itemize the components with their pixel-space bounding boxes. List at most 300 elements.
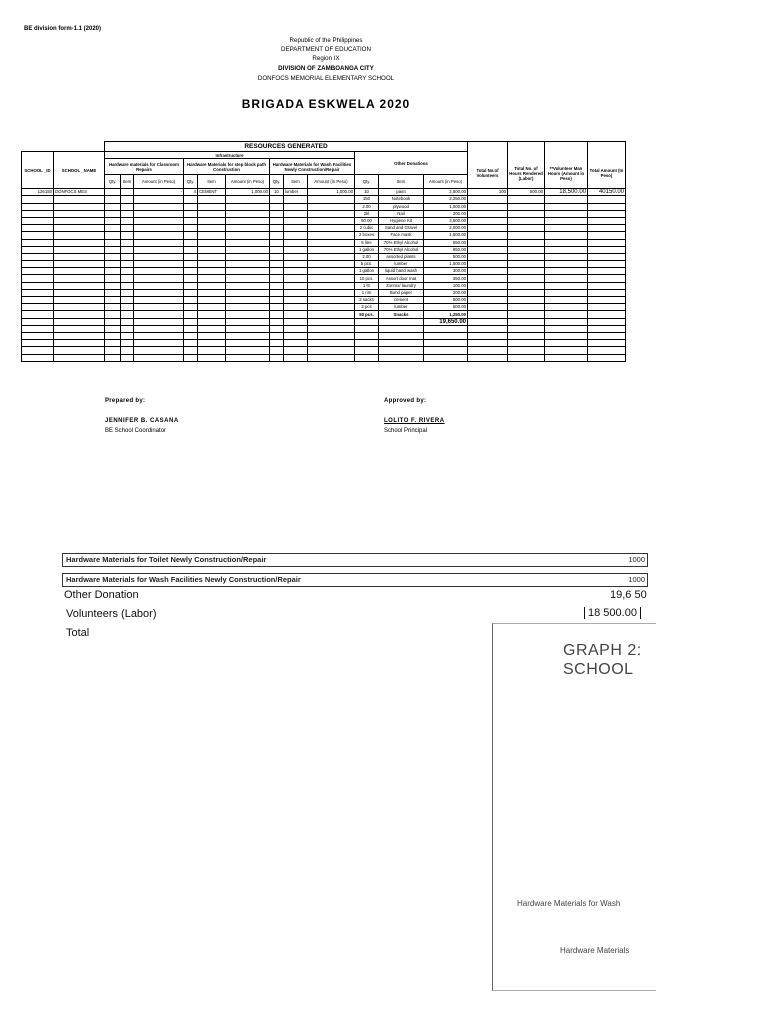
table-cell (184, 311, 198, 318)
wash-qty-cell: 10 (270, 189, 284, 196)
table-cell (198, 289, 226, 296)
page-title: BRIGADA ESKWELA 2020 (241, 97, 411, 111)
donation-item-cell: assorted plants (379, 253, 424, 260)
table-cell (105, 318, 121, 325)
table-cell (588, 340, 626, 347)
table-cell (121, 253, 134, 260)
other-donations-header: Other Donations (355, 152, 468, 175)
table-cell (198, 311, 226, 318)
table-cell (121, 289, 134, 296)
table-cell (54, 289, 105, 296)
table-cell (508, 325, 545, 332)
table-cell (379, 325, 424, 332)
table-cell (588, 332, 626, 339)
prepared-by-name: JENNIFER B. CASANA (105, 418, 179, 424)
table-cell (121, 246, 134, 253)
header-line-school: DONFOCS MEMORIAL ELEMENTARY SCHOOL (257, 75, 395, 82)
table-cell (270, 289, 284, 296)
header-line-republic: Republic of the Philippines (289, 37, 363, 44)
table-cell (121, 232, 134, 239)
hw-step-block-header: Hardware Materials for step block path Construction (184, 159, 270, 175)
table-cell (284, 347, 308, 354)
table-cell (105, 189, 121, 196)
donation-item-cell: Bond paper (379, 289, 424, 296)
table-cell (270, 217, 284, 224)
table-cell (184, 261, 198, 268)
table-cell (54, 246, 105, 253)
donation-amount-cell: 500.00 (424, 297, 468, 304)
table-cell (545, 318, 588, 325)
table-cell (468, 210, 508, 217)
table-cell (226, 268, 270, 275)
donation-qty-cell: 2kl (355, 210, 379, 217)
table-cell (308, 203, 355, 210)
header-line-region: Region IX (312, 55, 340, 62)
donation-item-cell: Face mask (379, 232, 424, 239)
table-cell (54, 225, 105, 232)
table-cell (105, 225, 121, 232)
table-cell (22, 253, 54, 260)
donation-amount-cell: 1,000.00 (424, 203, 468, 210)
table-cell (308, 311, 355, 318)
donation-qty-cell: 150 (355, 196, 379, 203)
table-cell (121, 210, 134, 217)
table-cell (545, 203, 588, 210)
table-cell (468, 246, 508, 253)
table-cell (468, 311, 508, 318)
table-cell (22, 318, 54, 325)
table-cell (545, 354, 588, 361)
table-cell (105, 196, 121, 203)
table-cell (198, 318, 226, 325)
table-row (22, 332, 626, 339)
sub-qty: Qty. (105, 175, 121, 189)
donation-item-cell: lumber (379, 261, 424, 268)
table-cell (184, 282, 198, 289)
table-cell (184, 210, 198, 217)
table-cell (355, 340, 379, 347)
table-cell (270, 282, 284, 289)
table-cell (284, 253, 308, 260)
table-cell (184, 297, 198, 304)
table-cell (121, 239, 134, 246)
donation-qty-cell: 2 sacks (355, 297, 379, 304)
table-cell (508, 239, 545, 246)
table-cell (198, 196, 226, 203)
table-row (22, 203, 626, 210)
table-cell (270, 304, 284, 311)
donation-item-cell: cement (379, 297, 424, 304)
donation-amount-cell: 650.00 (424, 239, 468, 246)
table-cell (588, 268, 626, 275)
table-cell (545, 261, 588, 268)
table-cell (588, 275, 626, 282)
table-cell (545, 325, 588, 332)
table-cell (226, 225, 270, 232)
table-cell (226, 203, 270, 210)
volunteers-label: Volunteers (Labor) (66, 608, 157, 620)
table-cell (508, 268, 545, 275)
table-cell (545, 297, 588, 304)
table-cell (105, 232, 121, 239)
table-cell (184, 203, 198, 210)
table-cell (588, 354, 626, 361)
table-cell (22, 354, 54, 361)
donation-amount-cell: 2,500.00 (424, 189, 468, 196)
table-cell (184, 340, 198, 347)
donation-qty-cell: 2 pcs (355, 304, 379, 311)
table-cell (121, 347, 134, 354)
table-cell (105, 332, 121, 339)
table-cell (379, 318, 424, 325)
table-cell (588, 196, 626, 203)
donation-amount-cell: 3,500.00 (424, 217, 468, 224)
table-cell (308, 304, 355, 311)
table-cell (270, 196, 284, 203)
donation-amount-cell: 100.00 (424, 282, 468, 289)
summary-bar-toilet-label: Hardware Materials for Toilet Newly Construction/Repair (66, 555, 267, 564)
donation-amount-cell: 200.00 (424, 210, 468, 217)
table-row (22, 347, 626, 354)
table-cell (508, 210, 545, 217)
table-cell (105, 239, 121, 246)
donation-qty-cell: 1 ltr (355, 282, 379, 289)
table-row (22, 297, 626, 304)
donation-amount-cell: 2,000.00 (424, 225, 468, 232)
table-cell (468, 318, 508, 325)
donation-item-cell: Notebook (379, 196, 424, 203)
hw-wash-header: Hardware Materials for Wash Facilities Newly Construction/Repair (270, 159, 355, 175)
table-cell (198, 203, 226, 210)
resources-table (21, 141, 626, 362)
table-cell (134, 203, 184, 210)
table-cell (270, 225, 284, 232)
table-cell (22, 304, 54, 311)
table-cell (121, 225, 134, 232)
hours-cell: 500.00 (508, 189, 545, 196)
table-cell (134, 304, 184, 311)
table-cell (270, 275, 284, 282)
table-cell (588, 246, 626, 253)
table-cell (198, 246, 226, 253)
table-row (22, 304, 626, 311)
table-cell (184, 318, 198, 325)
table-cell (105, 217, 121, 224)
table-row (22, 239, 626, 246)
sub-qty: Qty. (184, 175, 198, 189)
table-cell (105, 261, 121, 268)
table-cell (545, 232, 588, 239)
table-cell (284, 297, 308, 304)
table-cell (284, 275, 308, 282)
table-cell (545, 239, 588, 246)
table-cell (308, 253, 355, 260)
other-donation-label: Other Donation (64, 589, 139, 601)
table-cell (22, 297, 54, 304)
table-cell (284, 261, 308, 268)
table-cell (184, 239, 198, 246)
table-cell (226, 311, 270, 318)
table-cell (54, 340, 105, 347)
table-cell (22, 311, 54, 318)
summary-bar-wash (62, 573, 648, 587)
table-cell (545, 210, 588, 217)
table-cell (105, 347, 121, 354)
table-cell (588, 297, 626, 304)
donation-item-cell: 70% Ethyl Alcohol (379, 239, 424, 246)
table-cell (270, 261, 284, 268)
table-cell (22, 217, 54, 224)
table-cell (424, 325, 468, 332)
donation-qty-cell: 5 pcs. (355, 261, 379, 268)
donation-qty-cell: 2.00 (355, 253, 379, 260)
table-cell (54, 347, 105, 354)
table-cell (184, 275, 198, 282)
table-cell (468, 282, 508, 289)
table-cell (105, 275, 121, 282)
table-cell (22, 232, 54, 239)
table-cell (198, 304, 226, 311)
table-cell (308, 297, 355, 304)
table-cell (198, 268, 226, 275)
table-cell (588, 318, 626, 325)
table-cell (284, 196, 308, 203)
table-cell (54, 203, 105, 210)
table-cell (134, 282, 184, 289)
table-cell (588, 311, 626, 318)
table-cell (134, 210, 184, 217)
table-cell (308, 210, 355, 217)
table-cell (508, 225, 545, 232)
table-row (22, 354, 626, 361)
table-cell (54, 311, 105, 318)
total-amount-header: Total Amount (In Peso) (588, 159, 626, 189)
table-cell (508, 217, 545, 224)
table-cell (184, 304, 198, 311)
table-cell (468, 354, 508, 361)
table-cell (270, 253, 284, 260)
header-line-division (0, 65, 652, 73)
table-cell (226, 289, 270, 296)
table-cell (468, 275, 508, 282)
table-cell (508, 347, 545, 354)
table-cell (508, 275, 545, 282)
table-cell (508, 282, 545, 289)
donation-qty-cell: 2 cubic (355, 225, 379, 232)
table-cell (424, 340, 468, 347)
table-cell (121, 297, 134, 304)
table-cell (226, 261, 270, 268)
table-cell (508, 261, 545, 268)
wash-amount-cell: 1,000.00 (308, 189, 355, 196)
table-row (22, 217, 626, 224)
table-cell (284, 325, 308, 332)
table-row (22, 196, 626, 203)
table-cell (226, 253, 270, 260)
table-cell (226, 275, 270, 282)
sub-qty: Qty. (355, 175, 379, 189)
step-item-cell: CEMENT (198, 189, 226, 196)
table-cell (588, 203, 626, 210)
table-cell (54, 210, 105, 217)
table-cell (588, 239, 626, 246)
table-cell (284, 225, 308, 232)
table-cell (270, 318, 284, 325)
table-cell (284, 332, 308, 339)
table-cell (121, 311, 134, 318)
table-row (22, 275, 626, 282)
table-cell (198, 297, 226, 304)
table-cell (226, 347, 270, 354)
table-cell (284, 354, 308, 361)
table-cell (270, 332, 284, 339)
table-cell (121, 282, 134, 289)
donation-amount-cell: 850.00 (424, 246, 468, 253)
table-cell (270, 347, 284, 354)
table-cell (545, 289, 588, 296)
table-row (22, 225, 626, 232)
table-row (22, 246, 626, 253)
graph-label-hardware: Hardware Materials (560, 946, 630, 955)
table-cell (379, 332, 424, 339)
table-row (22, 232, 626, 239)
donation-qty-cell: 1 gallon (355, 246, 379, 253)
table-cell (134, 225, 184, 232)
table-cell (134, 332, 184, 339)
table-cell (308, 289, 355, 296)
table-cell (134, 268, 184, 275)
table-cell (226, 297, 270, 304)
table-cell (184, 196, 198, 203)
school-name-header: SCHOOL _NAME (54, 152, 105, 189)
table-cell (54, 253, 105, 260)
table-cell (22, 246, 54, 253)
donation-item-cell: liquid hand wash (379, 268, 424, 275)
table-cell (424, 347, 468, 354)
school-id-cell: 126150 (22, 189, 54, 196)
table-cell (588, 282, 626, 289)
table-row (22, 268, 626, 275)
table-cell (284, 289, 308, 296)
table-cell (121, 325, 134, 332)
table-cell (134, 354, 184, 361)
table-cell (468, 232, 508, 239)
graph-title-line1: GRAPH 2: (563, 642, 642, 659)
table-cell (468, 196, 508, 203)
table-cell (308, 318, 355, 325)
table-cell (226, 210, 270, 217)
approved-by-name: LOLITO F. RIVERA (384, 418, 445, 424)
table-cell (545, 268, 588, 275)
table-cell (54, 297, 105, 304)
table-cell (105, 246, 121, 253)
volunteers-value: 18 500.00 (584, 607, 641, 619)
table-cell (54, 268, 105, 275)
table-cell (134, 318, 184, 325)
table-cell (468, 340, 508, 347)
table-cell (198, 217, 226, 224)
donation-amount-cell: 300.00 (424, 268, 468, 275)
table-cell (198, 239, 226, 246)
table-cell (270, 311, 284, 318)
table-cell (226, 282, 270, 289)
sub-amount: Amount (in Peso) (424, 175, 468, 189)
table-cell (468, 289, 508, 296)
prepared-by-label: Prepared by: (105, 398, 146, 404)
table-cell (54, 217, 105, 224)
table-cell (121, 340, 134, 347)
summary-bar-wash-label: Hardware Materials for Wash Facilities Newly Construction/Repair (66, 575, 301, 584)
table-cell (134, 261, 184, 268)
table-cell (355, 318, 379, 325)
table-cell (198, 253, 226, 260)
table-cell (54, 354, 105, 361)
table-cell (308, 340, 355, 347)
table-cell (226, 239, 270, 246)
donation-qty-cell: 10 pcs. (355, 275, 379, 282)
table-cell (121, 196, 134, 203)
table-row (22, 253, 626, 260)
table-cell (198, 354, 226, 361)
table-cell (468, 203, 508, 210)
table-cell (308, 332, 355, 339)
table-cell (105, 304, 121, 311)
table-cell (54, 332, 105, 339)
donation-amount-cell: 500.00 (424, 304, 468, 311)
table-cell (22, 196, 54, 203)
table-row (22, 189, 626, 196)
table-row (22, 340, 626, 347)
table-cell (270, 297, 284, 304)
table-cell (54, 325, 105, 332)
table-cell (198, 210, 226, 217)
table-cell (22, 289, 54, 296)
resources-generated-header: RESOURCES GENERATED (105, 142, 468, 152)
total-label: Total (66, 627, 90, 639)
table-cell (508, 311, 545, 318)
table-cell (468, 253, 508, 260)
table-cell (308, 268, 355, 275)
table-cell (121, 261, 134, 268)
table-cell (308, 347, 355, 354)
table-cell (184, 325, 198, 332)
table-cell (54, 304, 105, 311)
table-cell (270, 203, 284, 210)
table-cell (270, 354, 284, 361)
table-cell (588, 304, 626, 311)
donation-amount-cell: 1,500.00 (424, 261, 468, 268)
step-amount-cell: 1,000.00 (226, 189, 270, 196)
table-cell (508, 203, 545, 210)
table-cell (284, 203, 308, 210)
table-cell (284, 210, 308, 217)
table-cell (468, 347, 508, 354)
table-cell (284, 246, 308, 253)
donation-item-cell: Sand and Gravel (379, 225, 424, 232)
other-donation-value: 19,6 50 (610, 589, 647, 601)
table-cell (379, 347, 424, 354)
table-cell (508, 340, 545, 347)
table-cell (424, 354, 468, 361)
table-cell (22, 261, 54, 268)
table-cell (355, 347, 379, 354)
donation-amount-cell: 350.00 (424, 275, 468, 282)
sub-amount: Amount (in Peso) (308, 175, 355, 189)
total-hours-header: Total No. of Hours Rendered (Labor) (508, 159, 545, 189)
table-cell (284, 340, 308, 347)
table-cell (54, 282, 105, 289)
donation-qty-cell: 1 gallon (355, 268, 379, 275)
